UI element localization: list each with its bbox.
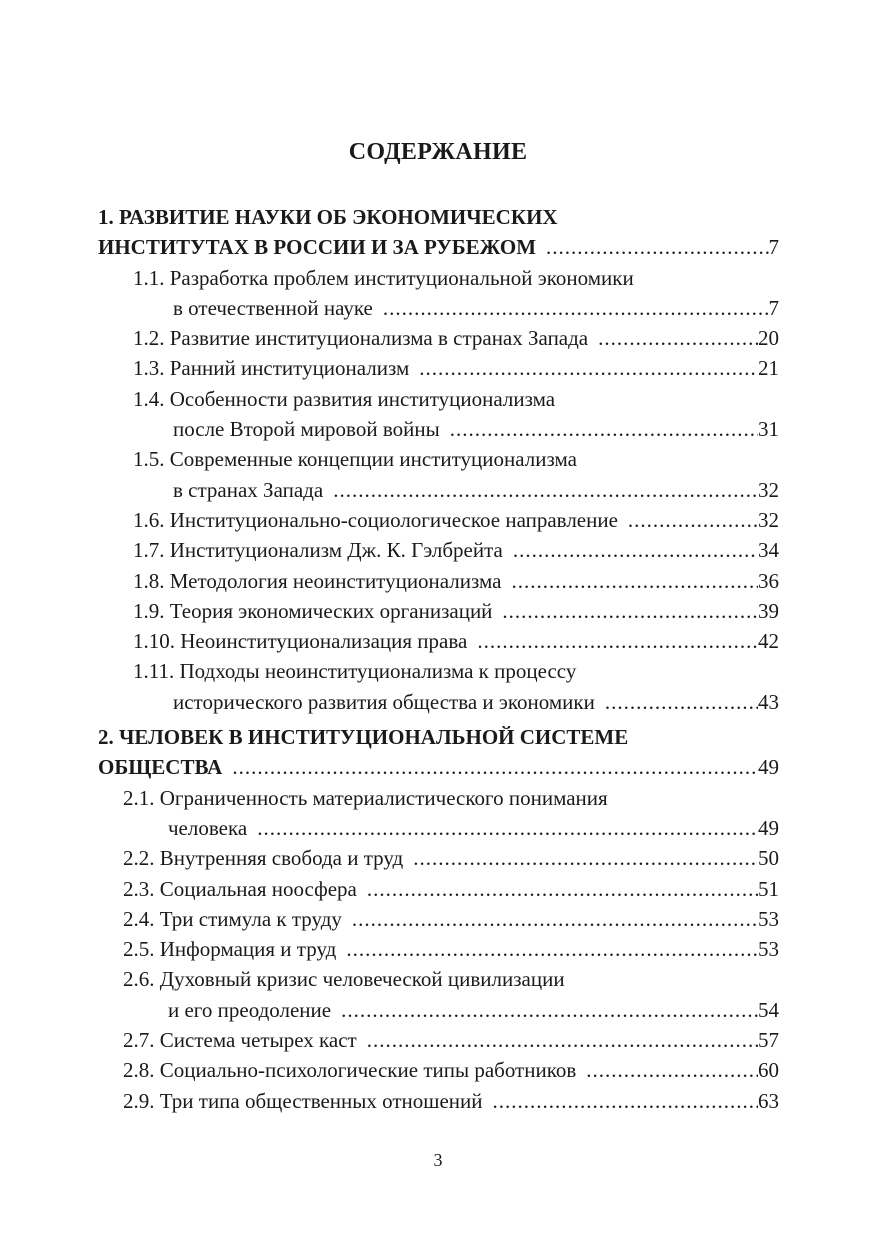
- toc-page: 32: [758, 507, 779, 532]
- section-2-title-line1: 2. ЧЕЛОВЕК В ИНСТИТУЦИОНАЛЬНОЙ СИСТЕМЕ: [98, 725, 629, 750]
- toc-page: 53: [758, 906, 779, 931]
- toc-page: 43: [758, 689, 779, 714]
- toc-item-1-4-line1: 1.4. Особенности развития институционализма: [133, 386, 556, 411]
- dot-leader: [232, 752, 758, 782]
- dot-leader: [367, 874, 758, 904]
- toc-item-1-11[interactable]: исторического развития общества и экономики ..... 43: [98, 687, 779, 717]
- toc-item-1-3[interactable]: 1.3. Ранний институционализм ..... 21: [98, 353, 779, 383]
- toc-page: 57: [758, 1028, 779, 1053]
- toc-page: 42: [758, 629, 779, 654]
- toc-item-2-8[interactable]: 2.8. Социально-психологические типы работников ..... 60: [98, 1055, 779, 1085]
- table-of-contents: [98, 202, 779, 1116]
- toc-item-1-6[interactable]: 1.6. Институционально-социологическое направление ..... 32: [98, 505, 779, 535]
- toc-page: 36: [758, 568, 779, 593]
- toc-page: 50: [758, 846, 779, 871]
- toc-page: 34: [758, 538, 779, 563]
- section-2-page: 49: [758, 755, 779, 780]
- dot-leader: [477, 626, 758, 656]
- section-1-entry[interactable]: [98, 232, 779, 262]
- toc-page: 31: [758, 417, 779, 442]
- toc-item-2-5[interactable]: 2.5. Информация и труд ..... 53: [98, 934, 779, 964]
- toc-item-1-1[interactable]: в отечественной науке ..... 7: [98, 293, 779, 323]
- toc-item-1-4[interactable]: после Второй мировой войны ..... 31: [98, 414, 779, 444]
- toc-page: 21: [758, 356, 779, 381]
- toc-item-1-1-line1: 1.1. Разработка проблем институциональной экономики: [133, 265, 634, 290]
- dot-leader: [511, 566, 758, 596]
- toc-item-2-1-line1: 2.1. Ограниченность материалистического понимания: [123, 785, 608, 810]
- toc-item-2-6[interactable]: и его преодоление ..... 54: [98, 995, 779, 1025]
- section-2-entry[interactable]: [98, 752, 779, 782]
- dot-leader: [413, 843, 758, 873]
- toc-page: 20: [758, 326, 779, 351]
- toc-item-2-9[interactable]: 2.9. Три типа общественных отношений ..... 63: [98, 1086, 779, 1116]
- dot-leader: [367, 1025, 758, 1055]
- toc-page: 54: [758, 997, 779, 1022]
- toc-item-1-11-line1: 1.11. Подходы неоинституционализма к процессу: [133, 659, 577, 684]
- dot-leader: [257, 813, 758, 843]
- toc-item-1-8[interactable]: 1.8. Методология неоинституционализма ..... 36: [98, 566, 779, 596]
- toc-item-2-7[interactable]: 2.7. Система четырех каст ..... 57: [98, 1025, 779, 1055]
- dot-leader: [346, 934, 758, 964]
- toc-page: 49: [758, 815, 779, 840]
- section-1-title-line2: ИНСТИТУТАХ В РОССИИ И ЗА РУБЕЖОМ: [98, 235, 537, 260]
- section-2-title-line2: ОБЩЕСТВА: [98, 755, 223, 780]
- toc-item-1-10[interactable]: 1.10. Неоинституционализация права ..... 42: [98, 626, 779, 656]
- dot-leader: [450, 414, 758, 444]
- dot-leader: [513, 535, 758, 565]
- toc-page: 51: [758, 876, 779, 901]
- toc-page: 39: [758, 598, 779, 623]
- toc-page: 60: [758, 1058, 779, 1083]
- dot-leader: [546, 232, 768, 262]
- dot-leader: [419, 353, 758, 383]
- toc-page: 32: [758, 477, 779, 502]
- dot-leader: [598, 323, 758, 353]
- dot-leader: [502, 596, 758, 626]
- toc-item-1-7[interactable]: 1.7. Институционализм Дж. К. Гэлбрейта ..... 34: [98, 535, 779, 565]
- toc-item-2-3[interactable]: 2.3. Социальная ноосфера ..... 51: [98, 874, 779, 904]
- toc-page: 7: [768, 295, 779, 320]
- dot-leader: [605, 687, 758, 717]
- section-1-title-line1: 1. РАЗВИТИЕ НАУКИ ОБ ЭКОНОМИЧЕСКИХ: [98, 205, 558, 229]
- dot-leader: [492, 1086, 758, 1116]
- toc-item-1-5[interactable]: в странах Запада ..... 32: [98, 475, 779, 505]
- toc-item-2-2[interactable]: 2.2. Внутренняя свобода и труд ..... 50: [98, 843, 779, 873]
- toc-item-2-4[interactable]: 2.4. Три стимула к труду ..... 53: [98, 904, 779, 934]
- page-title: СОДЕРЖАНИЕ: [348, 139, 528, 165]
- toc-item-1-2[interactable]: 1.2. Развитие институционализма в странах Запада ..... 20: [98, 323, 779, 353]
- dot-leader: [352, 904, 758, 934]
- section-1-page: 7: [768, 235, 779, 260]
- dot-leader: [341, 995, 758, 1025]
- toc-item-1-5-line1: 1.5. Современные концепции институционализма: [133, 447, 577, 472]
- toc-page: 63: [758, 1088, 779, 1113]
- toc-page: 53: [758, 937, 779, 962]
- toc-item-2-6-line1: 2.6. Духовный кризис человеческой цивилизации: [123, 967, 565, 992]
- toc-item-1-9[interactable]: 1.9. Теория экономических организаций ..... 39: [98, 596, 779, 626]
- toc-item-2-1[interactable]: человека ..... 49: [98, 813, 779, 843]
- dot-leader: [383, 293, 769, 323]
- dot-leader: [628, 505, 758, 535]
- page-number: 3: [433, 1150, 443, 1170]
- dot-leader: [333, 475, 758, 505]
- dot-leader: [586, 1055, 758, 1085]
